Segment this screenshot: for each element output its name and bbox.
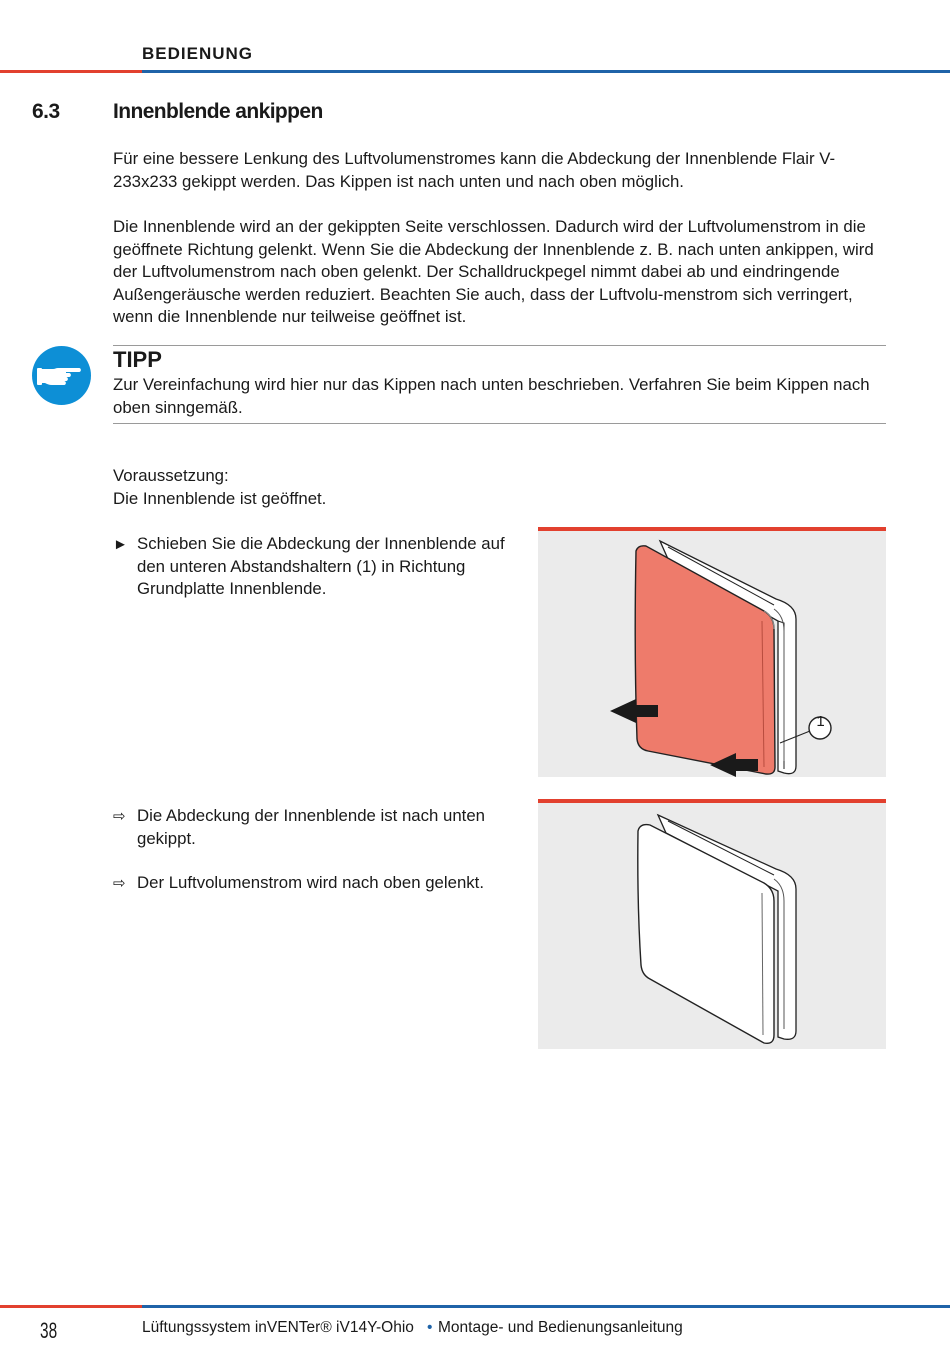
- prerequisite-label: Voraussetzung:: [113, 466, 229, 485]
- result-text: Die Abdeckung der Innenblende ist nach unten gekippt.: [137, 806, 486, 848]
- tip-bottom-rule: [113, 423, 886, 424]
- pointing-hand-icon: [32, 346, 91, 405]
- footer-bullet: •: [427, 1319, 433, 1336]
- footer-product: Lüftungssystem inVENTer® iV14Y-Ohio: [142, 1319, 414, 1336]
- footer-doc-type: Montage- und Bedienungsanleitung: [438, 1319, 683, 1336]
- vent-cover-red-illustration: [538, 531, 886, 777]
- figure-cover-tilted: [538, 799, 886, 1049]
- footer-rule-blue: [142, 1305, 950, 1308]
- result-text: Der Luftvolumenstrom wird nach oben gelenkt.: [137, 873, 484, 892]
- tip-badge: [32, 346, 91, 405]
- tip-top-rule: [113, 345, 886, 346]
- result-marker: ⇨: [113, 875, 126, 892]
- intro-paragraph-1: Für eine bessere Lenkung des Luftvolumenstromes kann die Abdeckung der Innenblende Flair V-233x233 gekippt werden. Das Kippen ist nach unten und nach oben möglich.: [113, 149, 836, 191]
- header-rule-red: [0, 70, 142, 73]
- section-number: 6.3: [32, 100, 60, 123]
- intro-paragraph-2: Die Innenblende wird an der gekippten Seite verschlossen. Dadurch wird der Luftvolumenstrom in die geöffnete Richtung gelenkt. Wenn Sie die Abdeckung der Innenblende z. B. nach unten ankippen, wird der Luftvolumenstrom nach oben gelenkt. Der Schalldruckpegel nimmt dabei ab und eindringende Außengeräusche werden reduziert. Beachten Sie auch, dass der Luftvolu-menstrom sich verringert, wenn die Innenblende nur teilweise geöffnet ist.: [113, 217, 874, 327]
- tip-text: Zur Vereinfachung wird hier nur das Kippen nach unten beschrieben. Verfahren Sie beim Kippen nach oben sinngemäß.: [113, 375, 870, 417]
- result-marker: ⇨: [113, 808, 126, 825]
- prerequisite-text: Die Innenblende ist geöffnet.: [113, 489, 327, 508]
- footer-rule-red: [0, 1305, 142, 1308]
- section-title: Innenblende ankippen: [113, 100, 323, 123]
- header-rule-blue: [142, 70, 950, 73]
- step-text: Schieben Sie die Abdeckung der Innenblende auf den unteren Abstandshaltern (1) in Richtung Grundplatte Innenblende.: [137, 534, 505, 599]
- tip-title: TIPP: [113, 347, 162, 372]
- vent-cover-white-illustration: [538, 803, 886, 1049]
- callout-label: 1: [816, 713, 825, 730]
- page-number: 38: [40, 1318, 58, 1343]
- figure-cover-push: [538, 527, 886, 777]
- running-header: BEDIENUNG: [142, 44, 254, 63]
- step-marker: ►: [113, 536, 128, 553]
